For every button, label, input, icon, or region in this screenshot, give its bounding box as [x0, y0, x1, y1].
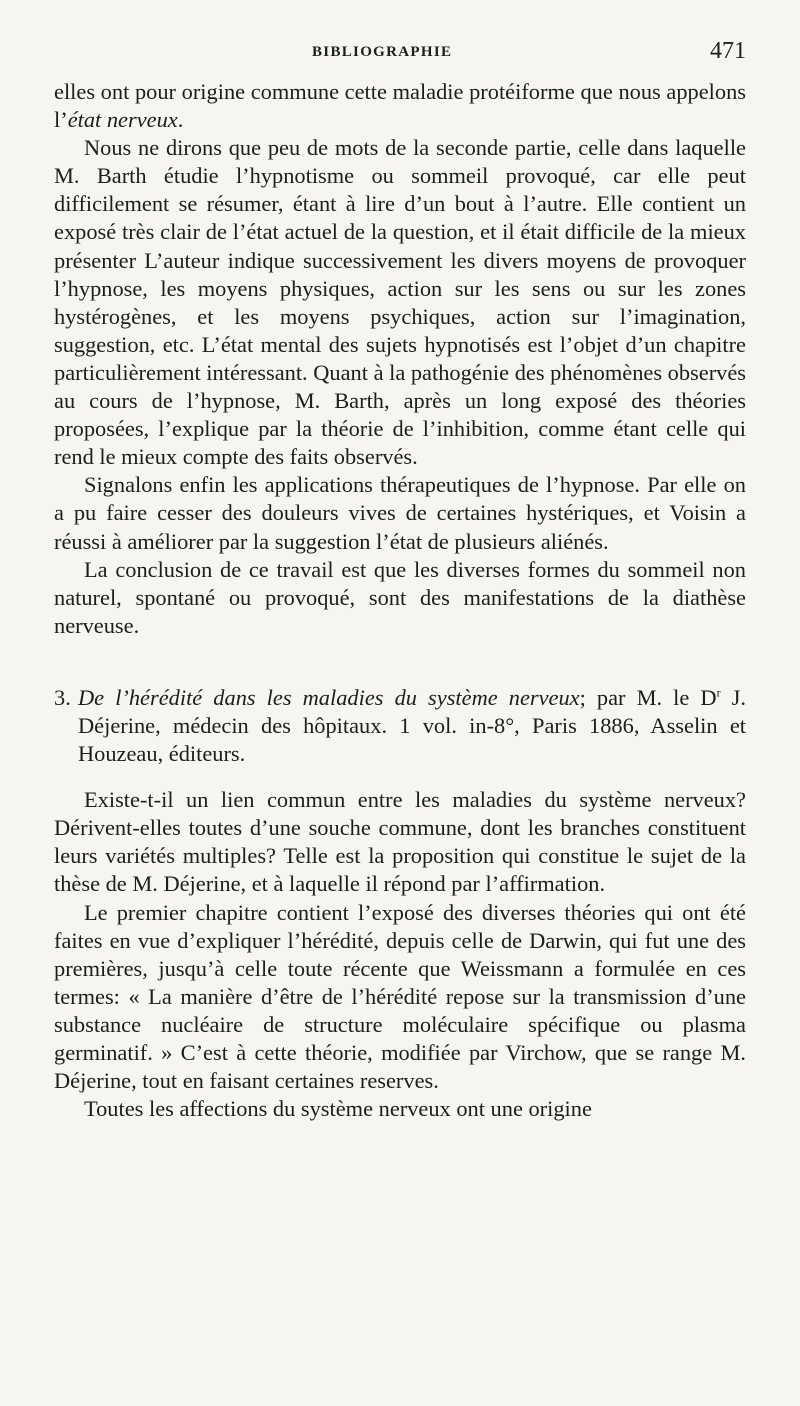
book-title: De l’hérédité dans les maladies du système nerveux [78, 684, 580, 710]
doctor-superscript: r [716, 685, 721, 700]
entry-details: J. Déjerine, médecin des hôpitaux. 1 vol. in-8°, Paris 1886, Asselin et Houzeau, éditeurs. [78, 684, 746, 767]
therapeutic-paragraph: Signalons enfin les applications thérapeutiques de l’hypnose. Par elle on a pu faire cesser des douleurs vives de certaines hystériques, et Voisin a réussi à améliorer par la suggestion l’état de plusieurs aliénés. [54, 472, 746, 554]
closing-line: Toutes les affections du système nerveux ont une origine [84, 1096, 592, 1122]
paragraph-text: elles ont pour origine commune cette maladie protéiforme que nous appelons l’ [54, 79, 746, 133]
conclusion-paragraph: La conclusion de ce travail est que les diverses formes du sommeil non naturel, spontané ou provoqué, sont des manifestations de la diathèse nerveuse. [54, 556, 746, 638]
bibliography-entry [54, 684, 746, 768]
running-header [54, 38, 746, 68]
entry-number: 3. [54, 684, 71, 710]
author-prefix: ; par M. le D [579, 684, 717, 710]
hypnotism-paragraph: Nous ne dirons que peu de mots de la seconde partie, celle dans laquelle M. Barth étudie l’hypnotisme ou sommeil provoqué, car elle peut difficilement se résumer, étant à lire d’un bout à l’autre. Elle contient un exposé très clair de l’état actuel de la question, et il était difficile de la mieux présenter L’auteur indique successivement les divers moyens de provoquer l’hypnose, les moyens physiques, action sur les sens ou sur les zones hystérogènes, et les moyens psychiques, action sur l’imagination, suggestion, etc. L’état mental des sujets hypnotisés est l’objet d’un chapitre particulièrement intéressant. Quant à la pathogénie des phénomènes observés au cours de l’hypnose, M. Barth, après un long exposé des théories proposées, l’explique par la théorie de l’inhibition, comme étant celle qui rend le mieux compte des faits observés. [54, 135, 746, 470]
emphasized-term: état nerveux [67, 107, 178, 133]
page-number: 471 [710, 38, 746, 64]
continued-paragraph [54, 78, 746, 134]
running-title: BIBLIOGRAPHIE [312, 44, 453, 60]
heredity-question-paragraph: Existe-t-il un lien commun entre les maladies du système nerveux? Dérivent-elles toutes d’une souche commune, dont les branches constituent leurs variétés multiples? Telle est la proposition qui constitue le sujet de la thèse de M. Déjerine, et à laquelle il répond par l’affirmation. [54, 787, 746, 897]
body-text [54, 78, 746, 1123]
heredity-theory-paragraph: Le premier chapitre contient l’exposé des diverses théories qui ont été faites en vue d’expliquer l’hérédité, depuis celle de Darwin, qui fut une des premières, jusqu’à celle toute récente que Weissmann a formulée en ces termes: « La manière d’être de l’hérédité repose sur la transmission d’une substance nucléaire de structure moléculaire spécifique ou plasma germinatif. » C’est à cette théorie, modifiée par Virchow, que se range M. Déjerine, tout en faisant certaines reserves. [54, 899, 746, 1094]
punctuation: . [177, 107, 184, 133]
